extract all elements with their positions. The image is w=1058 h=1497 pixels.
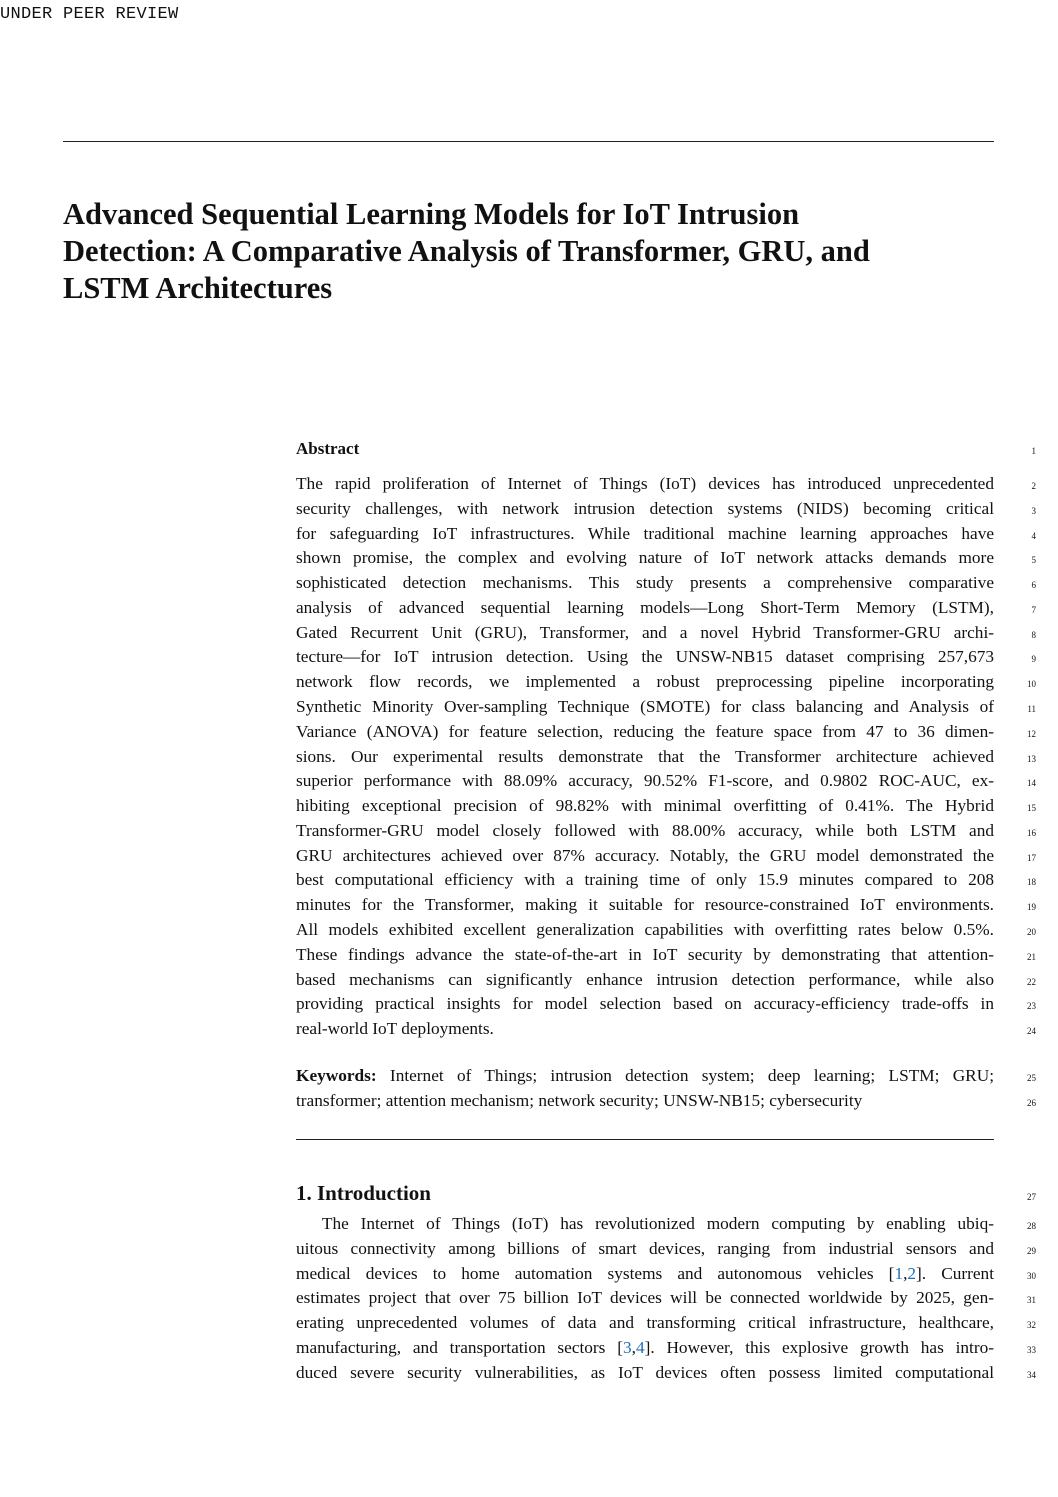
text-line [296,1313,994,1333]
text-segment: Variance (ANOVA) for feature selection, reducing the feature space from 47 to 36 dimen- [296,721,994,741]
line-number: 14 [1027,778,1036,789]
text-segment: manufacturing, and transportation sectors [ [296,1337,623,1357]
line-number: 1 [1031,446,1036,456]
text-line [296,499,994,519]
text-line [296,895,994,915]
text-segment: Synthetic Minority Over-sampling Technique (SMOTE) for class balancing and Analysis of [296,697,994,717]
line-number: 2 [1031,481,1036,491]
text-line [296,573,994,593]
text-line [296,1214,994,1234]
text-line [296,870,994,890]
text-line [296,1239,994,1259]
text-segment: Transformer-GRU model closely followed with 88.00% accuracy, while both LSTM and [296,820,994,840]
line-number: 28 [1027,1221,1036,1231]
text-line [296,920,994,940]
text-segment: providing practical insights for model selection based on accuracy-efficiency trade-offs in [296,994,994,1014]
line-number: 20 [1027,927,1036,938]
text-segment: Internet of Things; intrusion detection system; deep learning; LSTM; GRU; [376,1066,994,1085]
title-line: Advanced Sequential Learning Models for IoT Intrusion [63,197,800,231]
text-segment: shown promise, the complex and evolving nature of IoT network attacks demands more [296,548,994,568]
line-number: 16 [1027,827,1036,838]
text-line [296,697,994,717]
text-line [296,1363,994,1383]
text-segment: , [903,1263,908,1283]
line-number: 12 [1027,728,1036,739]
text-segment: sophisticated detection mechanisms. This study presents a comprehensive comparative [296,573,994,593]
text-segment: uitous connectivity among billions of smart devices, ranging from industrial sensors and [296,1238,994,1258]
text-segment: network flow records, we implemented a robust preprocessing pipeline incorporating [296,672,994,692]
text-line [296,672,994,692]
citation-link[interactable]: 1 [894,1263,904,1283]
text-segment: tecture—for IoT intrusion detection. Using the UNSW-NB15 dataset comprising 257,673 [296,647,994,667]
text-line [296,970,994,990]
text-line [296,647,994,667]
text-line [296,821,994,841]
text-line [296,994,994,1014]
line-number: 11 [1027,704,1036,715]
line-number: 26 [1027,1097,1036,1108]
text-segment: erating unprecedented volumes of data and transforming critical infrastructure, healthcare, [296,1313,994,1333]
text-segment: , [631,1337,636,1357]
text-segment: sions. Our experimental results demonstrate that the Transformer architecture achieved [296,746,994,766]
text-segment: The Internet of Things (IoT) has revolutionized modern computing by enabling ubiq- [296,1214,994,1233]
text-line [296,1019,994,1039]
text-line [296,771,994,791]
line-number: 9 [1031,654,1036,665]
text-line [296,846,994,866]
text-segment: The rapid proliferation of Internet of Things (IoT) devices has introduced unprecedented [296,474,994,493]
citation-link[interactable]: 4 [635,1337,645,1357]
text-segment: minutes for the Transformer, making it suitable for resource-constrained IoT environments. [296,895,994,915]
text-segment: These findings advance the state-of-the-art in IoT security by demonstrating that attention- [296,944,994,964]
text-segment: real-world IoT deployments. [296,1019,494,1039]
line-number: 23 [1027,1001,1036,1012]
line-number: 13 [1027,753,1036,764]
line-number: 18 [1027,877,1036,888]
line-number: 32 [1027,1320,1036,1331]
line-number: 4 [1031,530,1036,541]
line-number: 10 [1027,679,1036,690]
line-number: 5 [1031,555,1036,566]
text-segment: Gated Recurrent Unit (GRU), Transformer, and a novel Hybrid Transformer-GRU archi- [296,622,994,642]
text-line [296,1288,994,1308]
line-number: 7 [1031,604,1036,615]
abstract-heading: Abstract [296,439,360,458]
text-segment: analysis of advanced sequential learning models—Long Short-Term Memory (LSTM), [296,597,994,617]
text-line [296,1066,994,1086]
line-number: 29 [1027,1245,1036,1256]
paper-title [63,196,998,307]
citation-link[interactable]: 2 [907,1263,917,1283]
text-segment: for safeguarding IoT infrastructures. While traditional machine learning approaches have [296,523,994,543]
text-line [296,796,994,816]
line-number: 30 [1027,1270,1036,1281]
text-segment: best computational efficiency with a training time of only 15.9 minutes compared to 208 [296,870,994,890]
text-segment: medical devices to home automation systems and autonomous vehicles [ [296,1263,895,1283]
line-number: 3 [1031,505,1036,516]
line-number: 17 [1027,852,1036,863]
text-segment: superior performance with 88.09% accuracy, 90.52% F1-score, and 0.9802 ROC-AUC, ex- [296,771,994,791]
line-number: 24 [1027,1026,1036,1037]
text-line [296,1338,994,1358]
text-line [296,1091,994,1111]
line-number: 25 [1027,1073,1036,1083]
line-number: 8 [1031,629,1036,640]
line-number: 27 [1027,1192,1036,1202]
text-line [296,548,994,568]
title-line: Detection: A Comparative Analysis of Transformer, GRU, and [63,234,870,268]
text-segment: estimates project that over 75 billion IoT devices will be connected worldwide by 2025, gen- [296,1288,994,1308]
text-line [296,524,994,544]
keywords-label: Keywords: [296,1066,377,1085]
text-line [296,945,994,965]
line-number: 19 [1027,902,1036,913]
text-segment: ]. However, this explosive growth has intro- [644,1337,994,1357]
under-review-watermark: UNDER PEER REVIEW [0,5,179,24]
text-segment: transformer; attention mechanism; network security; UNSW-NB15; cybersecurity [296,1090,863,1110]
text-line [296,623,994,643]
line-number: 34 [1027,1369,1036,1380]
section-heading-introduction: 1. Introduction [296,1181,431,1205]
text-segment: All models exhibited excellent generalization capabilities with overfitting rates below 0.5%. [296,920,994,940]
text-segment: GRU architectures achieved over 87% accuracy. Notably, the GRU model demonstrated the [296,845,994,865]
line-number: 15 [1027,803,1036,814]
line-number: 6 [1031,580,1036,591]
line-number: 21 [1027,951,1036,962]
title-line: LSTM Architectures [63,271,333,305]
text-segment: ]. Current [916,1263,994,1283]
text-line [296,722,994,742]
text-segment: security challenges, with network intrusion detection systems (NIDS) becoming critical [296,498,994,518]
line-number: 33 [1027,1344,1036,1355]
citation-link[interactable]: 3 [622,1337,632,1357]
text-line [296,598,994,618]
text-line [296,474,994,494]
text-segment: duced severe security vulnerabilities, as IoT devices often possess limited computational [296,1362,994,1382]
text-segment: hibiting exceptional precision of 98.82% with minimal overfitting of 0.41%. The Hybrid [296,796,994,816]
top-rule [63,141,994,142]
line-number: 31 [1027,1295,1036,1306]
text-line [296,747,994,767]
text-segment: based mechanisms can significantly enhance intrusion detection performance, while also [296,969,994,989]
section-rule [296,1139,994,1140]
line-number: 22 [1027,976,1036,987]
text-line [296,1264,994,1284]
